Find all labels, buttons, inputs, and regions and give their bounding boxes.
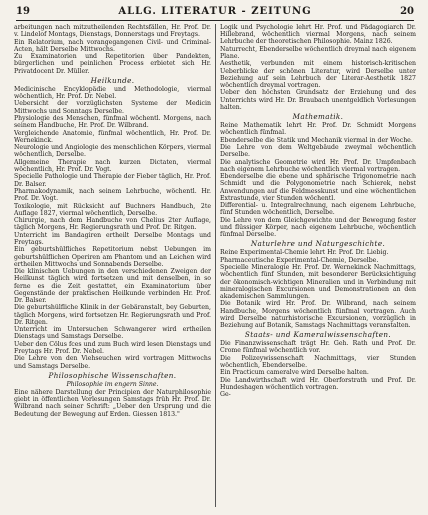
page-number-left: 19 xyxy=(16,6,30,17)
course-entry: Die Polizeywissenschaft Nachmittags, vier Stunden wöchentlich, Ebenderselbe. xyxy=(220,354,416,369)
course-entry: Ein Relatorium, nach vorangegangenen Civil- und Criminal-Acten, hält Derselbe Mittwochs. xyxy=(14,38,211,53)
course-entry: Toxikologie, mit Rücksicht auf Buchners Handbuch, 2te Auflage 1827, viermal wöchentlich, Derselbe. xyxy=(14,202,211,217)
course-entry: Ein geburtshülfliches Repetitorium nebst Uebungen im geburtshülflichen Operiren am Phantom und an Leichen wird ertheilen Mittwochs und Sonnabends Derselbe. xyxy=(14,246,211,268)
course-entry: Die Lehre von dem Weltgebäude zweymal wöchentlich Derselbe. xyxy=(220,143,416,159)
course-entry: Chirurgie, nach dem Handbuche von Chelius 2ter Auflage, täglich Morgens, Hr. Regierungsrath und Prof. Dr. Ritgen. xyxy=(14,217,211,232)
section-heading: Staats- und Kameralwissenschaften. xyxy=(244,330,392,340)
course-entry: Uebersicht der vorzüglichsten Systeme der Medicin Mittwochs und Sonntags Derselbe. xyxy=(14,100,211,115)
course-entry: Unterricht im Untersuchen Schwangerer wird ertheilen Dienstags und Samstags Derselbe. xyxy=(14,326,211,341)
course-entry: Zu Examinatorien und Repetitorien über Pandekten, bürgerlichen und peinlichen Process erbietet sich Hr. Privatdocent Dr. Müller. xyxy=(14,53,211,75)
course-entry: Die Botanik wird Hr. Prof. Dr. Wilbrand, nach seinem Handbuche, Morgens wöchentlich fünfmal vortragen. Auch wird Derselbe naturhistorische Excursionen, vorzüglich in Beziehung auf Botanik, Samstags Nachmittags veranstalten. xyxy=(220,300,416,329)
course-entry: Die Lehre von den Viehseuchen wird vortragen Mittwochs und Samstags Derselbe. xyxy=(14,355,211,370)
course-entry: Specielle Mineralogie Hr. Prof. Dr. Wernekinck Nachmittags, wöchentlich fünf Stunden, mit besonderer Berücksichtigung der ökonomisch-wichtigen Mineralien und in Verbindung mit mineralogischen Excursionen und Demonstrationen an den akademischen Sammlungen. xyxy=(220,264,416,300)
course-entry: Vergleichende Anatomie, fünfmal wöchentlich, Hr. Prof. Dr. Wernekinck. xyxy=(14,129,211,144)
course-entry: Die geburtshülfliche Klinik in der Gebäranstalt, bey Geburten, täglich Morgens, wird fortsetzen Hr. Regierungsrath und Prof. Dr. Ritgen. xyxy=(14,304,211,326)
course-entry: Neurologie und Angiologie des menschlichen Körpers, viermal wöchentlich, Derselbe. xyxy=(14,144,211,159)
course-entry: Ebenderselbe die ebene und sphärische Trigonometrie nach Schmidt und die Polygonometrie nach Schierek, nebst Anwendungen auf die Feldmesskunst und eine wöchentlichen Extrastunde, vier Stunden wöchentl. xyxy=(220,173,416,202)
course-entry: Logik und Psychologie lehrt Hr. Prof. und Pädagogiarch Dr. Hillebrand, wöchentlich viermal Morgens, nach seinem Lehrbuche der theoretischen Philosophie. Mainz 1826. xyxy=(220,24,416,46)
course-entry: Ebenderselbe die Statik und Mechanik viermal in der Woche. xyxy=(220,136,413,144)
course-entry: Ge- xyxy=(220,391,231,399)
course-entry: Aesthetik, verbunden mit einem historisch-kritischen Ueberblicke der schönen Literatur, wird Derselbe unter Beziehung auf sein Lehrbuch der Literar-Aesthetik 1827 wöchentlich dreymal vortragen. xyxy=(220,60,416,89)
course-entry: Specielle Pathologie und Therapie der Fieber täglich, Hr. Prof. Dr. Balser. xyxy=(14,173,211,188)
course-entry: Pharmaceutische Experimental-Chemie, Derselbe. xyxy=(220,256,379,264)
section-heading: Naturlehre und Naturgeschichte. xyxy=(250,239,386,249)
course-entry: Die Landwirthschaft wird Hr. Oberforstrath und Prof. Dr. Hundeshagen wöchentlich vortragen. xyxy=(220,376,416,391)
course-entry: Pharmakodynamik, nach seinem Lehrbuche, wöchentl. Hr. Prof. Dr. Vogt. xyxy=(14,187,211,203)
course-entry: Reine Experimental-Chemie lehrt Hr. Prof. Dr. Liebig. xyxy=(220,249,389,257)
subsection-heading: Philosophie im engern Sinne. xyxy=(66,380,159,388)
section-heading: Mathematik. xyxy=(292,112,344,121)
course-entry: Reine Mathematik lehrt Hr. Prof. Dr. Schmidt Morgens wöchentlich fünfmal. xyxy=(220,122,416,137)
course-entry: arbeitungen nach mitzutheilenden Rechtsfällen, Hr. Prof. Dr. v. Lindelof Montags, Dienstags, Donnerstags und Freytags. xyxy=(14,24,211,39)
journal-title: ALLG. LITERATUR - ZEITUNG xyxy=(118,6,312,17)
course-entry: Die klinischen Uebungen in den verschiedenen Zweigen der Heilkunst täglich wird fortsetzen und mit denselben, in so ferne es die Zeit gestattet, ein Examinatorium über Gegenstände der praktischen Heilkunde verbinden Hr. Prof. Dr. Balser. xyxy=(14,268,211,304)
page-number-right: 20 xyxy=(400,6,414,17)
section-heading: Heilkunde. xyxy=(90,75,135,85)
course-entry: Ueber den Cölus fces und zum Buch wird lesen Dienstags und Freytags Hr. Prof. Dr. Nebel. xyxy=(14,340,211,355)
course-entry: Eine nähere Darstellung der Principien der Naturphilosophie giebt in öffentlichen Vorlesungen Samstags früh Hr. Prof. Dr. Wilbrand nach seiner Schrift: „Ueber den Ursprung und die Bedeutung der Bewegung auf Erden. Giessen 1813." xyxy=(14,388,211,418)
course-entry: Physiologie des Menschen, fünfmal wöchentl. Morgens, nach seinem Handbuche, Hr. Prof. Dr. Wilbrand. xyxy=(14,114,211,130)
course-entry: Medicinische Encyklopädie und Methodologie, viermal wöchentlich, Hr. Prof. Dr. Nebel. xyxy=(14,85,211,100)
left-column xyxy=(14,24,211,509)
course-entry: Die Finanzwissenschaft trägt Hr. Geh. Rath und Prof. Dr. Crome fünfmal wöchentlich vor. xyxy=(220,340,416,355)
course-entry: Ein Practicum cameralve wird Derselbe halten. xyxy=(220,369,369,377)
course-entry: Die Lehre von dem Gleichgewichte und der Bewegung fester und flüssiger Körper, nach eigenem Lehrbuche, wöchentlich fünfmal Derselbe. xyxy=(220,216,416,239)
page-header xyxy=(16,6,414,21)
right-column xyxy=(220,24,416,509)
course-entry: Naturrecht, Ebenderselbe wöchentlich dreymal nach eigenem Plane. xyxy=(220,45,416,60)
course-entry: Allgemeine Therapie nach kurzen Dictaten, viermal wöchentlich, Hr. Prof. Dr. Vogt. xyxy=(14,158,211,173)
course-entry: Ueber den höchsten Grundsatz der Erziehung und des Unterrichts wird Hr. Dr. Braubach unentgeldlich Vorlesungen halten. xyxy=(220,89,416,111)
course-entry: Unterricht im Bandagiren ertheilt Derselbe Montags und Freytags. xyxy=(14,231,211,246)
course-entry: Differential- u. Integralrechnung, nach eigenem Lehrbuche, fünf Stunden wöchentlich, Derselbe. xyxy=(220,202,416,217)
course-entry: Die analytische Geometrie wird Hr. Prof. Dr. Umpfenbach nach eigenem Lehrbuche wöchentlich viermal vortragen. xyxy=(220,158,416,173)
section-heading: Philosophische Wissenschaften. xyxy=(48,370,177,380)
column-divider xyxy=(215,24,216,507)
